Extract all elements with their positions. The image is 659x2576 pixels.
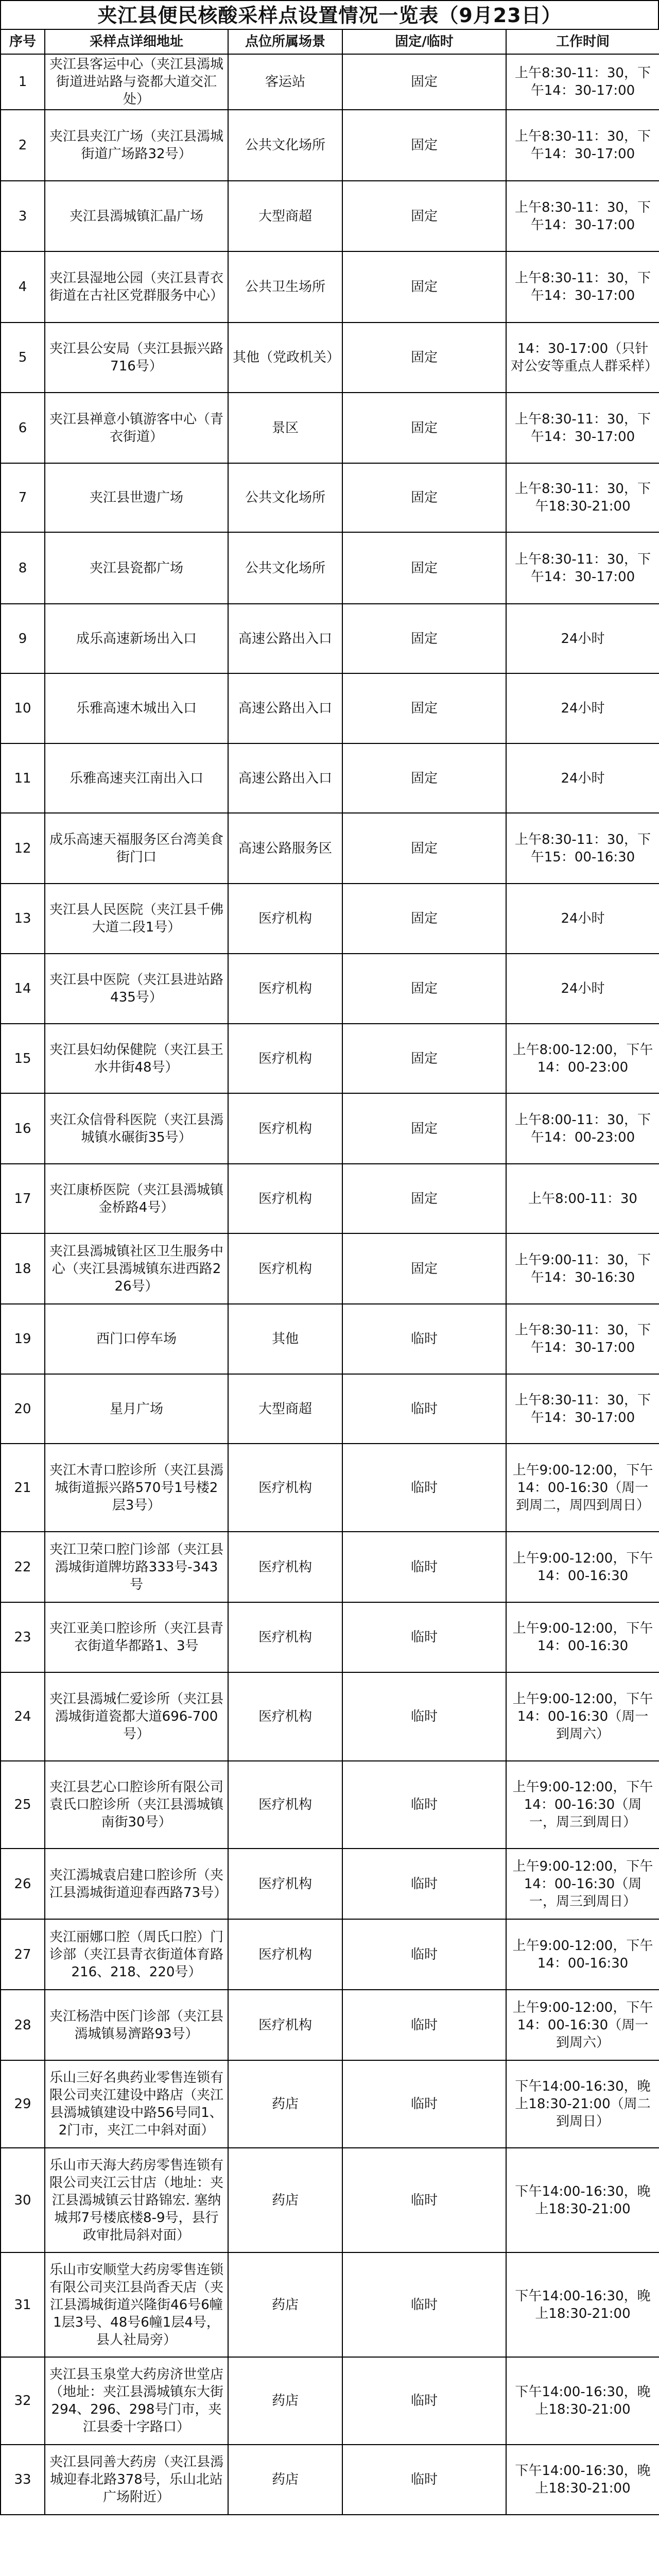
cell-address: 夹江县世遗广场 [45,463,228,532]
cell-time: 上午8:00-12:00，下午14：00-23:00 [506,1024,659,1093]
cell-address: 夹江县公安局（夹江县振兴路716号） [45,323,228,393]
cell-scene: 公共卫生场所 [228,251,342,323]
cell-type: 临时 [342,1532,506,1602]
table-row [1,1093,659,1164]
cell-type: 临时 [342,2445,506,2515]
cell-type: 临时 [342,1849,506,1919]
cell-type: 固定 [342,604,506,673]
cell-scene: 医疗机构 [228,1761,342,1849]
table-row [1,2252,659,2357]
cell-address: 夹江县禅意小镇游客中心（青衣街道） [45,393,228,463]
cell-time: 24小时 [506,604,659,673]
cell-no: 29 [1,2060,45,2148]
cell-address: 夹江县夹江广场（夹江县漹城街道广场路32号） [45,110,228,181]
cell-scene: 药店 [228,2357,342,2445]
cell-time: 上午9:00-12:00，下午14：00-16:30（周一，周三到周日） [506,1761,659,1849]
cell-scene: 客运站 [228,54,342,110]
cell-scene: 药店 [228,2060,342,2148]
cell-address: 夹江县漹城镇汇晶广场 [45,181,228,251]
cell-address: 乐雅高速木城出入口 [45,673,228,743]
cell-type: 固定 [342,54,506,110]
header-address: 采样点详细地址 [45,29,228,54]
cell-scene: 医疗机构 [228,1532,342,1602]
cell-type: 临时 [342,1374,506,1444]
cell-scene: 医疗机构 [228,1233,342,1304]
header-time: 工作时间 [506,29,659,54]
cell-time: 上午8:30-11：30，下午15：00-16:30 [506,813,659,884]
table-row [1,813,659,884]
cell-address: 夹江县艺心口腔诊所有限公司袁氏口腔诊所（夹江县漹城镇南街30号） [45,1761,228,1849]
cell-time: 14：30-17:00（只针对公安等重点人群采样） [506,323,659,393]
cell-time: 上午8:00-11：30 [506,1164,659,1233]
table-row [1,110,659,181]
cell-time: 下午14:00-16:30，晚上18:30-21:00 [506,2252,659,2357]
cell-type: 临时 [342,1990,506,2060]
table-row [1,604,659,673]
sampling-sites-table [0,29,659,2515]
cell-type: 固定 [342,393,506,463]
cell-type: 固定 [342,463,506,532]
cell-address: 夹江县中医院（夹江县进站路435号） [45,954,228,1024]
table-row [1,1919,659,1990]
cell-type: 固定 [342,884,506,954]
cell-address: 成乐高速新场出入口 [45,604,228,673]
cell-time: 上午9:00-12:00，下午14：00-16:30（周一，周三到周日） [506,1849,659,1919]
cell-time: 上午8:30-11：30，下午14：30-17:00 [506,181,659,251]
cell-no: 16 [1,1093,45,1164]
cell-address: 星月广场 [45,1374,228,1444]
table-row [1,954,659,1024]
cell-address: 乐雅高速夹江南出入口 [45,743,228,813]
table-row [1,884,659,954]
cell-no: 12 [1,813,45,884]
cell-scene: 其他（党政机关） [228,323,342,393]
cell-no: 4 [1,251,45,323]
cell-time: 上午8:30-11：30，下午14：30-17:00 [506,532,659,604]
table-row [1,1374,659,1444]
cell-address: 夹江县妇幼保健院（夹江县王水井街48号） [45,1024,228,1093]
table-row [1,1761,659,1849]
table-row [1,393,659,463]
table-row [1,1672,659,1761]
cell-address: 夹江卫荣口腔门诊部（夹江县漹城街道牌坊路333号-343号 [45,1532,228,1602]
cell-scene: 医疗机构 [228,1919,342,1990]
table-row [1,532,659,604]
cell-type: 固定 [342,1024,506,1093]
cell-type: 固定 [342,323,506,393]
cell-type: 临时 [342,2252,506,2357]
cell-scene: 高速公路出入口 [228,604,342,673]
cell-type: 临时 [342,1444,506,1532]
cell-address: 夹江县瓷都广场 [45,532,228,604]
cell-address: 夹江木青口腔诊所（夹江县漹城街道振兴路570号1号楼2层3号） [45,1444,228,1532]
cell-scene: 高速公路出入口 [228,743,342,813]
cell-type: 固定 [342,743,506,813]
cell-no: 31 [1,2252,45,2357]
cell-type: 固定 [342,813,506,884]
cell-scene: 大型商超 [228,1374,342,1444]
cell-time: 上午8:30-11：30，下午14：30-17:00 [506,110,659,181]
header-no: 序号 [1,29,45,54]
table-row [1,323,659,393]
cell-time: 24小时 [506,884,659,954]
cell-address: 夹江县漹城镇社区卫生服务中心（夹江县漹城镇东进西路226号） [45,1233,228,1304]
cell-scene: 医疗机构 [228,1024,342,1093]
cell-time: 上午8:30-11：30，下午18:30-21:00 [506,463,659,532]
cell-no: 1 [1,54,45,110]
cell-no: 23 [1,1602,45,1672]
cell-no: 17 [1,1164,45,1233]
table-row [1,1164,659,1233]
cell-scene: 大型商超 [228,181,342,251]
cell-scene: 公共文化场所 [228,110,342,181]
table-row [1,1990,659,2060]
cell-time: 上午8:30-11：30，下午14：30-17:00 [506,393,659,463]
table-row [1,1233,659,1304]
cell-type: 临时 [342,1304,506,1374]
table-row [1,1444,659,1532]
cell-type: 固定 [342,954,506,1024]
cell-address: 夹江县客运中心（夹江县漹城街道进站路与瓷都大道交汇处） [45,54,228,110]
cell-scene: 医疗机构 [228,1093,342,1164]
header-scene: 点位所属场景 [228,29,342,54]
cell-scene: 医疗机构 [228,1164,342,1233]
table-row [1,2357,659,2445]
cell-time: 上午9:00-12:00，下午14：00-16:30 [506,1532,659,1602]
cell-address: 夹江漹城袁启建口腔诊所（夹江县漹城街道迎春西路73号） [45,1849,228,1919]
table-row [1,673,659,743]
cell-scene: 医疗机构 [228,1990,342,2060]
cell-no: 19 [1,1304,45,1374]
cell-type: 临时 [342,1672,506,1761]
table-row [1,1304,659,1374]
cell-time: 上午9:00-12:00，下午14：00-16:30 [506,1919,659,1990]
table-row [1,2445,659,2515]
cell-time: 24小时 [506,673,659,743]
cell-no: 28 [1,1990,45,2060]
cell-scene: 医疗机构 [228,1672,342,1761]
cell-time: 24小时 [506,743,659,813]
cell-address: 夹江县玉泉堂大药房济世堂店（地址：夹江县漹城镇东大街294、296、298号门市，夹江县委十字路口） [45,2357,228,2445]
cell-no: 3 [1,181,45,251]
cell-time: 上午9:00-12:00，下午14：00-16:30（周一到周六） [506,1672,659,1761]
cell-type: 临时 [342,1761,506,1849]
table-row [1,463,659,532]
table-row [1,1602,659,1672]
cell-address: 乐山市安顺堂大药房零售连锁有限公司夹江县尚香天店（夹江县漹城街道兴隆街46号6幢1层3号、48号6幢1层4号，县人社局旁） [45,2252,228,2357]
cell-address: 夹江丽娜口腔（周氏口腔）门诊部（夹江县青衣街道体育路216、218、220号） [45,1919,228,1990]
cell-time: 上午8:30-11：30，下午14：30-17:00 [506,1374,659,1444]
cell-no: 32 [1,2357,45,2445]
cell-no: 27 [1,1919,45,1990]
table-row [1,251,659,323]
cell-no: 9 [1,604,45,673]
cell-no: 11 [1,743,45,813]
cell-scene: 医疗机构 [228,884,342,954]
cell-no: 20 [1,1374,45,1444]
cell-time: 上午9:00-12:00，下午14：00-16:30（周一到周二，周四到周日） [506,1444,659,1532]
cell-address: 夹江杨浩中医门诊部（夹江县漹城镇易濟路93号） [45,1990,228,2060]
cell-no: 13 [1,884,45,954]
cell-type: 临时 [342,2148,506,2252]
cell-address: 成乐高速天福服务区台湾美食街门口 [45,813,228,884]
cell-time: 下午14:00-16:30，晚上18:30-21:00（周二到周日） [506,2060,659,2148]
cell-no: 30 [1,2148,45,2252]
cell-type: 固定 [342,1093,506,1164]
table-row [1,743,659,813]
table-row [1,181,659,251]
document-title: 夹江县便民核酸采样点设置情况一览表（9月23日） [0,0,659,29]
cell-scene: 医疗机构 [228,1849,342,1919]
cell-no: 14 [1,954,45,1024]
cell-no: 6 [1,393,45,463]
cell-type: 临时 [342,1919,506,1990]
cell-address: 乐山三好名典药业零售连锁有限公司夹江建设中路店（夹江县漹城镇建设中路56号同1、2门市，夹江二中斜对面） [45,2060,228,2148]
cell-address: 夹江众信骨科医院（夹江县漹城镇水碾街35号） [45,1093,228,1164]
table-row [1,1849,659,1919]
cell-time: 上午8:30-11：30，下午14：30-17:00 [506,251,659,323]
cell-type: 固定 [342,1164,506,1233]
cell-address: 夹江县同善大药房（夹江县漹城迎春北路378号，乐山北站广场附近） [45,2445,228,2515]
cell-no: 33 [1,2445,45,2515]
cell-no: 25 [1,1761,45,1849]
cell-no: 21 [1,1444,45,1532]
cell-no: 7 [1,463,45,532]
cell-scene: 公共文化场所 [228,532,342,604]
cell-type: 固定 [342,181,506,251]
cell-type: 临时 [342,2357,506,2445]
cell-time: 上午9:00-11：30，下午14：30-16:30 [506,1233,659,1304]
cell-time: 下午14:00-16:30，晚上18:30-21:00 [506,2357,659,2445]
table-row [1,54,659,110]
cell-time: 上午8:30-11：30，下午14：30-17:00 [506,1304,659,1374]
cell-scene: 药店 [228,2252,342,2357]
table-row [1,1532,659,1602]
cell-address: 乐山市天海大药房零售连锁有限公司夹江云甘店（地址：夹江县漹城镇云甘路锦宏. 塞纳城邦7号楼底楼8-9号，县行政审批局斜对面） [45,2148,228,2252]
cell-address: 夹江县漹城仁爱诊所（夹江县漹城街道瓷都大道696-700号） [45,1672,228,1761]
table-body [1,54,659,2515]
cell-time: 上午8:30-11：30，下午14：30-17:00 [506,54,659,110]
cell-scene: 高速公路出入口 [228,673,342,743]
cell-no: 5 [1,323,45,393]
cell-address: 西门口停车场 [45,1304,228,1374]
cell-time: 上午8:00-11：30，下午14：00-23:00 [506,1093,659,1164]
cell-type: 临时 [342,2060,506,2148]
cell-no: 10 [1,673,45,743]
cell-no: 26 [1,1849,45,1919]
cell-time: 上午9:00-12:00，下午14：00-16:30 [506,1602,659,1672]
cell-address: 夹江亚美口腔诊所（夹江县青衣街道华都路1、3号 [45,1602,228,1672]
cell-time: 上午9:00-12:00，下午14：00-16:30（周一到周六） [506,1990,659,2060]
cell-type: 固定 [342,251,506,323]
table-row [1,1024,659,1093]
cell-type: 固定 [342,532,506,604]
cell-scene: 医疗机构 [228,954,342,1024]
cell-type: 固定 [342,110,506,181]
cell-no: 22 [1,1532,45,1602]
cell-scene: 医疗机构 [228,1602,342,1672]
cell-type: 固定 [342,1233,506,1304]
table-header-row [1,29,659,54]
cell-scene: 其他 [228,1304,342,1374]
table-row [1,2060,659,2148]
cell-no: 18 [1,1233,45,1304]
cell-scene: 高速公路服务区 [228,813,342,884]
cell-type: 固定 [342,673,506,743]
cell-address: 夹江县湿地公园（夹江县青衣街道在古社区党群服务中心） [45,251,228,323]
cell-scene: 药店 [228,2148,342,2252]
cell-time: 下午14:00-16:30，晚上18:30-21:00 [506,2148,659,2252]
cell-scene: 医疗机构 [228,1444,342,1532]
cell-time: 24小时 [506,954,659,1024]
cell-no: 2 [1,110,45,181]
cell-no: 24 [1,1672,45,1761]
cell-no: 8 [1,532,45,604]
table-row [1,2148,659,2252]
cell-address: 夹江康桥医院（夹江县漹城镇金桥路4号） [45,1164,228,1233]
cell-scene: 公共文化场所 [228,463,342,532]
cell-scene: 药店 [228,2445,342,2515]
cell-time: 下午14:00-16:30，晚上18:30-21:00 [506,2445,659,2515]
header-type: 固定/临时 [342,29,506,54]
cell-type: 临时 [342,1602,506,1672]
cell-address: 夹江县人民医院（夹江县千佛大道二段1号） [45,884,228,954]
cell-scene: 景区 [228,393,342,463]
cell-no: 15 [1,1024,45,1093]
